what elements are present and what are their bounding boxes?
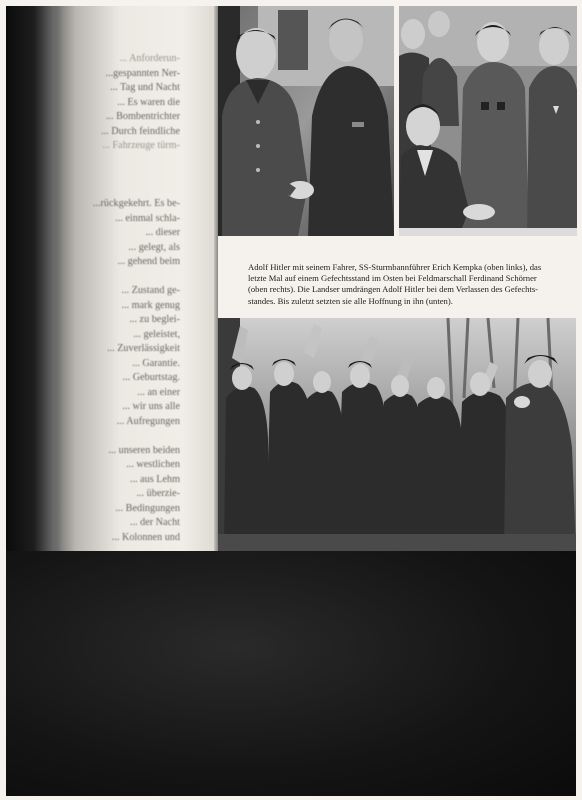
body-text-line: ... geleistet, xyxy=(133,328,180,340)
body-text-line: ... Garantie. xyxy=(132,357,180,369)
body-text-line: ... unseren beiden xyxy=(108,444,180,456)
paragraph-gap xyxy=(62,154,180,169)
body-text-line: ... an einer xyxy=(137,386,180,398)
body-text-line: ...gespannten Ner- xyxy=(105,67,180,79)
paragraph-gap xyxy=(62,429,180,444)
body-text-line: ... gehend beim xyxy=(117,256,180,267)
caption-line: standes. Bis zuletzt setzten sie alle Hoffnung in ihn (unten). xyxy=(248,295,453,306)
photo-handshake xyxy=(218,6,394,236)
caption-line: (oben rechts). Die Landser umdrängen Adolf Hitler bei dem Verlassen des Gefechts- xyxy=(248,284,539,295)
paragraph-gap xyxy=(62,168,180,183)
body-text-line: ... der Nacht xyxy=(129,517,180,528)
body-text-line: ... westlichen xyxy=(126,459,180,470)
paragraph-gap xyxy=(62,183,180,198)
body-text-line: ... Geburtstag. xyxy=(122,372,180,383)
left-page-body-text xyxy=(62,52,180,545)
body-text-line: ...rückgekehrt. Es be- xyxy=(92,198,180,209)
body-text-line: ... Es waren die xyxy=(117,96,180,108)
body-text-line: ... Tag und Nacht xyxy=(110,82,180,93)
left-page-shadow xyxy=(6,6,62,551)
photo-officers-group xyxy=(399,6,577,236)
scanner-dark-area xyxy=(6,548,576,796)
body-text-line: ... Bedingungen xyxy=(115,502,180,514)
body-text-line: ... Zuverlässigkeit xyxy=(107,343,180,354)
body-text-line: ... überzie- xyxy=(136,488,180,499)
body-text-line: ... Zustand ge- xyxy=(121,285,180,296)
body-text-line: ... wir uns alle xyxy=(122,401,180,412)
body-text-line: ... Kolonnen und xyxy=(111,531,180,543)
caption-line: letzte Mal auf einem Gefechtsstand im Osten bei Feldmarschall Ferdinand Schörner xyxy=(248,273,537,284)
body-text-line: ... dieser xyxy=(145,227,180,238)
body-text-line: ... Aufregungen xyxy=(116,415,180,427)
body-text-line: ... Fahrzeuge türm- xyxy=(102,140,180,151)
body-text-line: ... zu beglei- xyxy=(129,314,180,325)
body-text-line: ... Durch feindliche xyxy=(101,125,180,137)
photo-crowd-saluting xyxy=(218,318,576,551)
body-text-line: ... aus Lehm xyxy=(129,473,180,485)
body-text-line: ... gelegt, als xyxy=(128,241,180,253)
body-text-line: ... einmal schla- xyxy=(115,212,180,224)
body-text-line: ... mark genug xyxy=(121,299,180,311)
caption-line: Adolf Hitler mit seinem Fahrer, SS-Sturmbannführer Erich Kempka (oben links), das xyxy=(248,262,542,272)
paragraph-gap xyxy=(62,270,180,285)
body-text-line: ... Bombentrichter xyxy=(105,111,180,122)
body-text-line: ... Anforderun- xyxy=(119,53,180,64)
photo-caption xyxy=(248,262,554,307)
